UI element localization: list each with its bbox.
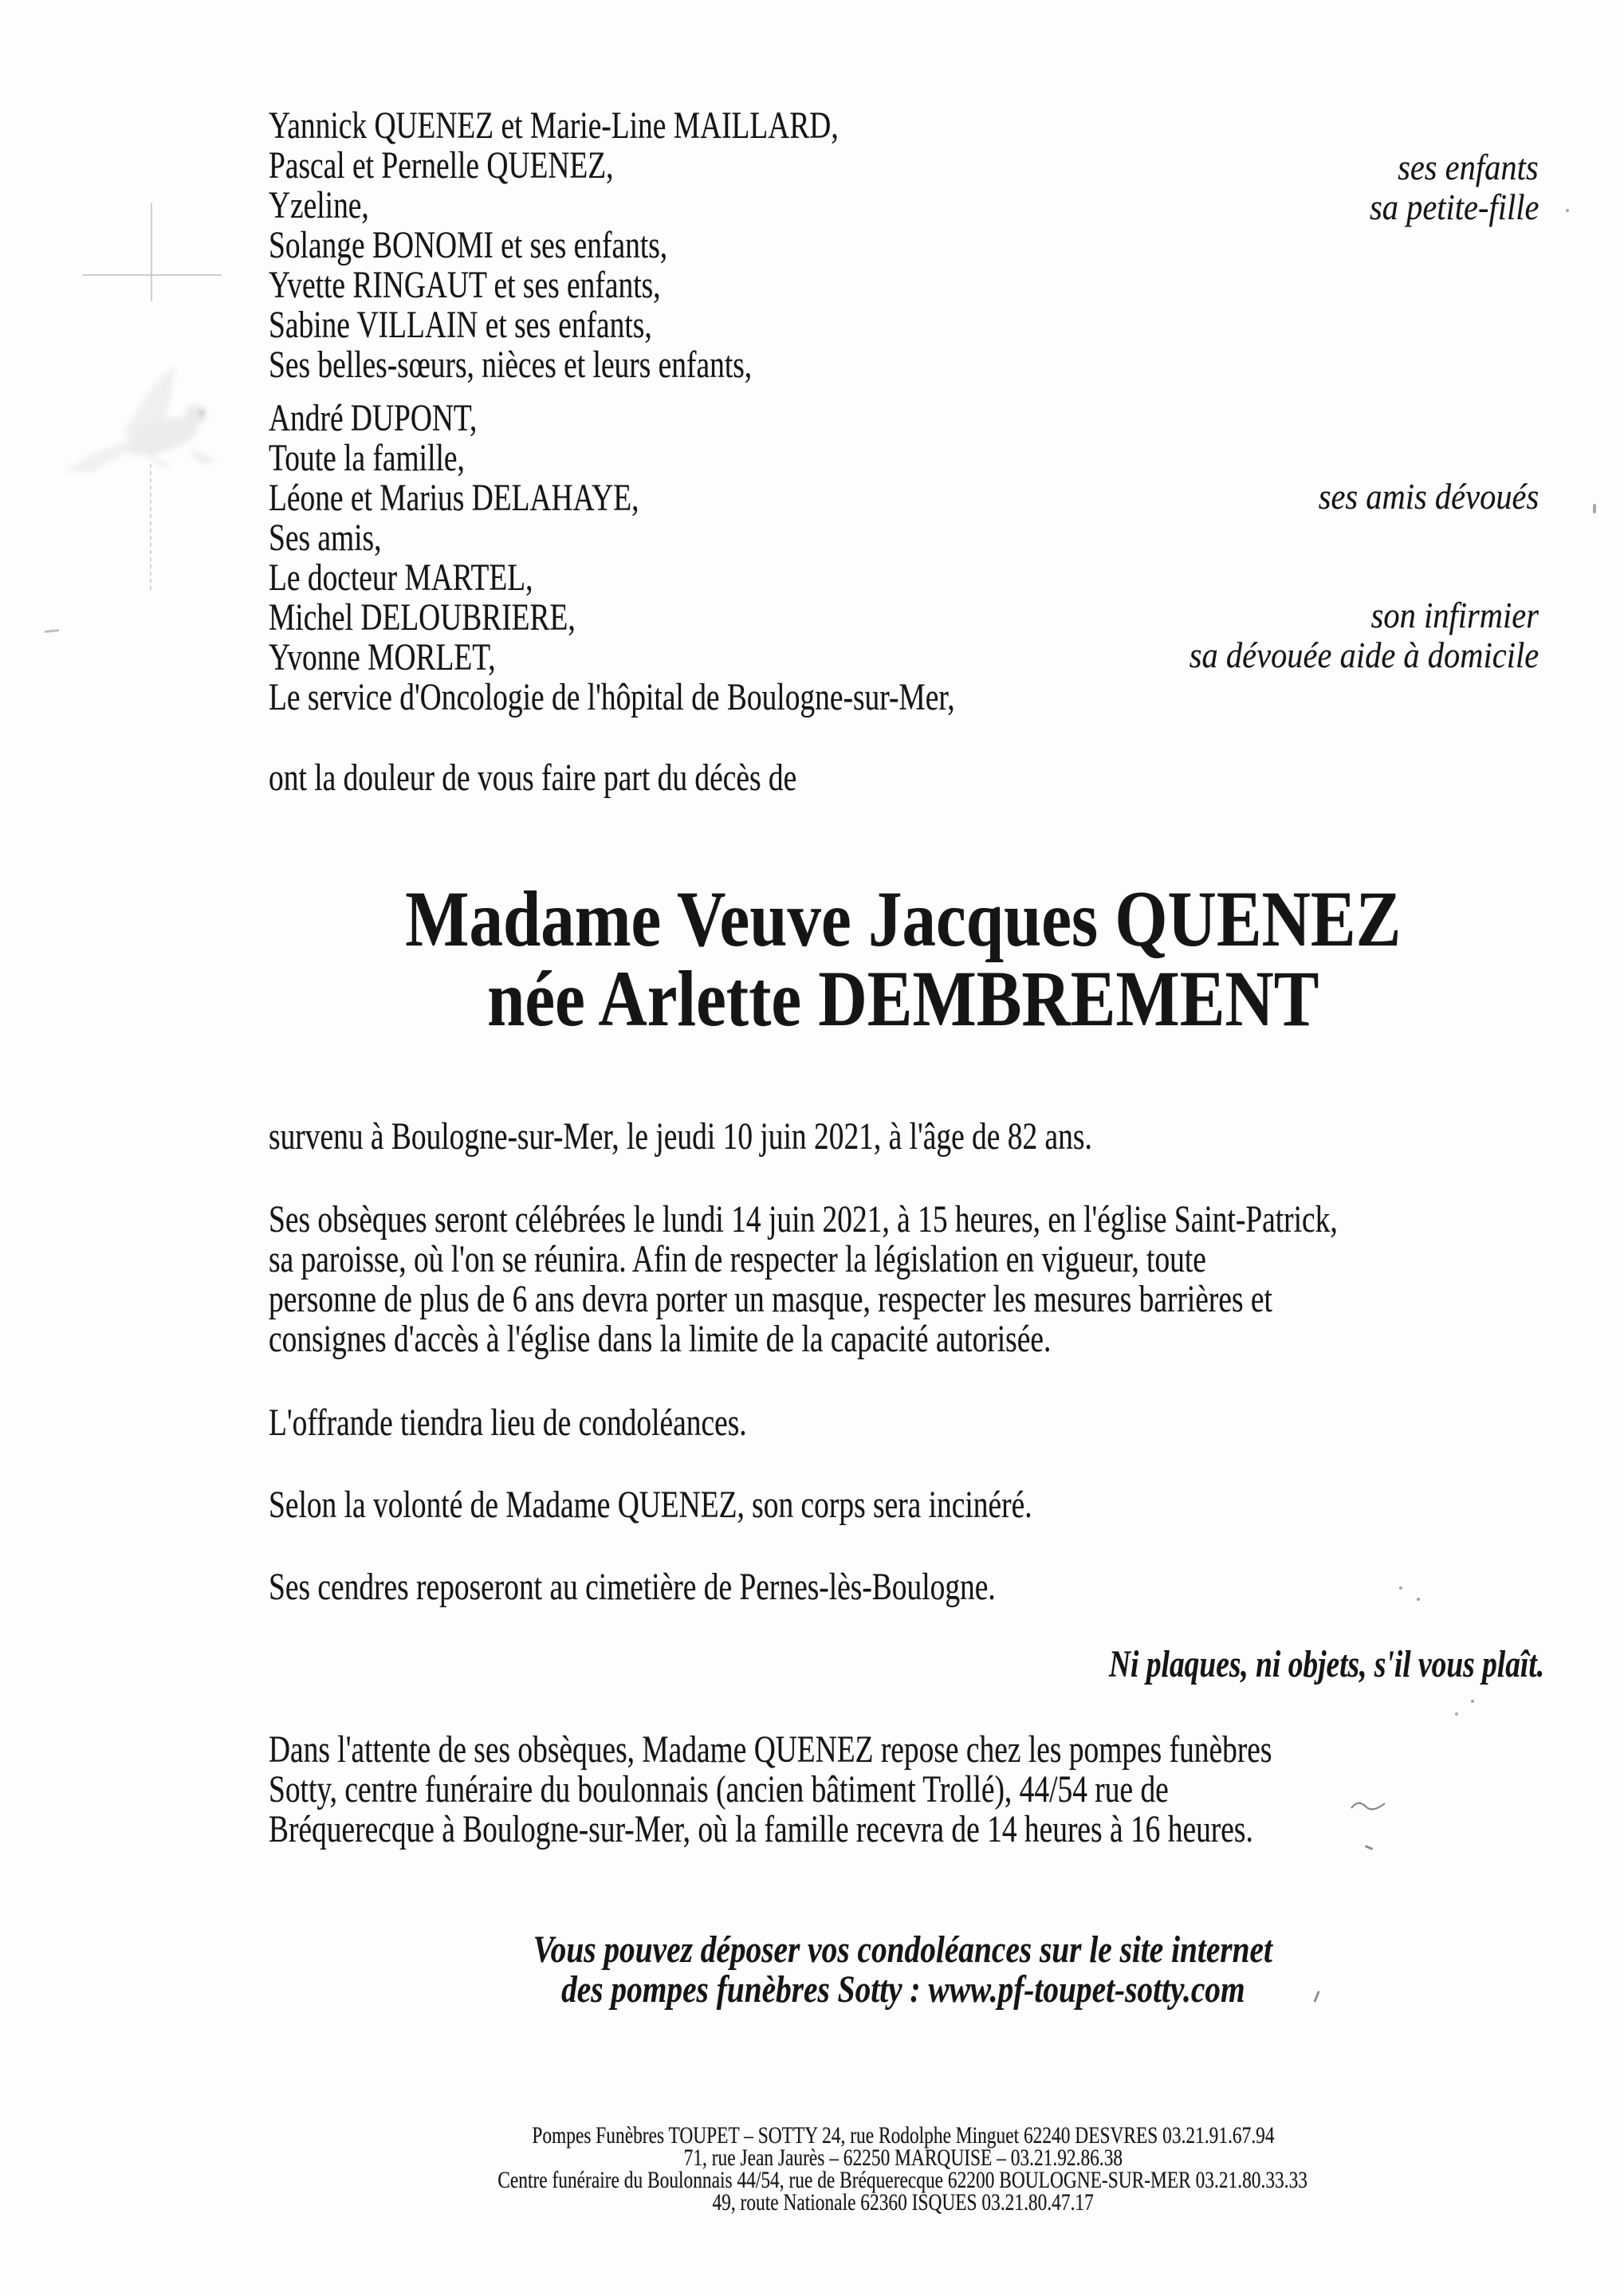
mourner-line: Yzeline, (269, 184, 369, 226)
mourner-line: Ses belles-sœurs, nièces et leurs enfants, (269, 344, 753, 386)
funeral-line: personne de plus de 6 ans devra porter un masque, respecter les mesures barrières et (269, 1278, 1272, 1320)
footer-line: 71, rue Jean Jaurès – 62250 MARQUISE – 03.21.92.86.38 (683, 2145, 1123, 2171)
mourner-line: Toute la famille, (269, 437, 465, 479)
registration-cross-vertical (151, 203, 152, 301)
deceased-title-line1: Madame Veuve Jacques QUENEZ (404, 875, 1402, 963)
mourner-line: Ses amis, (269, 517, 382, 559)
condolences-notice (267, 1930, 1539, 2010)
plea-line: Ni plaques, ni objets, s'il vous plaît. (1108, 1643, 1544, 1685)
cremation-line: Selon la volonté de Madame QUENEZ, son corps sera incinéré. (269, 1484, 1032, 1526)
offering-line: L'offrande tiendra lieu de condoléances. (269, 1402, 747, 1444)
ashes-line: Ses cendres reposeront au cimetière de Pernes-lès-Boulogne. (269, 1566, 996, 1608)
mourner-line: Sabine VILLAIN et ses enfants, (269, 304, 652, 346)
deceased-title-line2: née Arlette DEMBREMENT (486, 954, 1319, 1043)
mourner-line: Pascal et Pernelle QUENEZ, (269, 144, 614, 187)
death-line: survenu à Boulogne-sur-Mer, le jeudi 10 juin 2021, à l'âge de 82 ans. (269, 1115, 1092, 1158)
mourner-line: Yvette RINGAUT et ses enfants, (269, 264, 661, 306)
condolences-line1: Vous pouvez déposer vos condoléances sur le site internet (533, 1928, 1273, 1971)
side-note-granddaughter: sa petite-fille (1369, 187, 1539, 227)
funeral-paragraph (269, 1200, 1624, 1359)
scan-artifact-speck (1593, 504, 1596, 513)
deceased-title (267, 875, 1539, 1043)
mourner-line: Léone et Marius DELAHAYE, (269, 477, 639, 519)
side-note-nurse: son infirmier (1370, 595, 1539, 635)
footer-line: Centre funéraire du Boulonnais 44/54, rue de Bréquerecque 62200 BOULOGNE-SUR-MER 03.21.80.33.33 (497, 2167, 1308, 2193)
funeral-line: sa paroisse, où l'on se réunira. Afin de respecter la législation en vigueur, toute (269, 1238, 1206, 1280)
mourner-line: Le service d'Oncologie de l'hôpital de Boulogne-sur-Mer, (269, 676, 955, 718)
side-note-friends: ses amis dévoués (1318, 476, 1539, 517)
mourner-line: André DUPONT, (269, 397, 478, 439)
mourners-list (269, 106, 1148, 718)
scan-artifact-dots (1471, 1700, 1474, 1703)
side-note-home-helper: sa dévouée aide à domicile (1189, 635, 1539, 675)
repose-paragraph (269, 1730, 1555, 1850)
repose-line: Sotty, centre funéraire du boulonnais (ancien bâtiment Trollé), 44/54 rue de (269, 1768, 1169, 1810)
repose-line: Dans l'attente de ses obsèques, Madame QUENEZ repose chez les pompes funèbres (269, 1728, 1272, 1771)
condolences-line2: des pompes funèbres Sotty : www.pf-toupet-sotty.com (560, 1968, 1245, 2011)
side-note-children: ses enfants (1398, 147, 1539, 187)
dove-watermark (28, 339, 227, 506)
mourner-line: Le docteur MARTEL, (269, 556, 533, 599)
funeral-home-footer (267, 2122, 1539, 2215)
mourner-line: Solange BONOMI et ses enfants, (269, 224, 668, 266)
mourner-line: Yannick QUENEZ et Marie-Line MAILLARD, (269, 104, 839, 147)
intro-line: ont la douleur de vous faire part du décès de (269, 757, 797, 799)
scan-artifact-speck (1566, 209, 1569, 212)
scan-artifact-dotted-line (150, 464, 151, 590)
funeral-line: Ses obsèques seront célébrées le lundi 14 juin 2021, à 15 heures, en l'église Saint-Patrick, (269, 1198, 1338, 1240)
funeral-line: consignes d'accès à l'église dans la limite de la capacité autorisée. (269, 1318, 1052, 1360)
scan-artifact-dash (45, 629, 59, 633)
mourner-line: Yvonne MORLET, (269, 636, 496, 678)
footer-line: 49, route Nationale 62360 ISQUES 03.21.80.47.17 (712, 2189, 1094, 2215)
mourner-line: Michel DELOUBRIERE, (269, 596, 576, 639)
footer-line: Pompes Funèbres TOUPET – SOTTY 24, rue Rodolphe Minguet 62240 DESVRES 03.21.91.67.94 (531, 2122, 1275, 2149)
scan-artifact-dots (1399, 1586, 1402, 1590)
repose-line: Bréquerecque à Boulogne-sur-Mer, où la famille recevra de 14 heures à 16 heures. (269, 1808, 1253, 1850)
